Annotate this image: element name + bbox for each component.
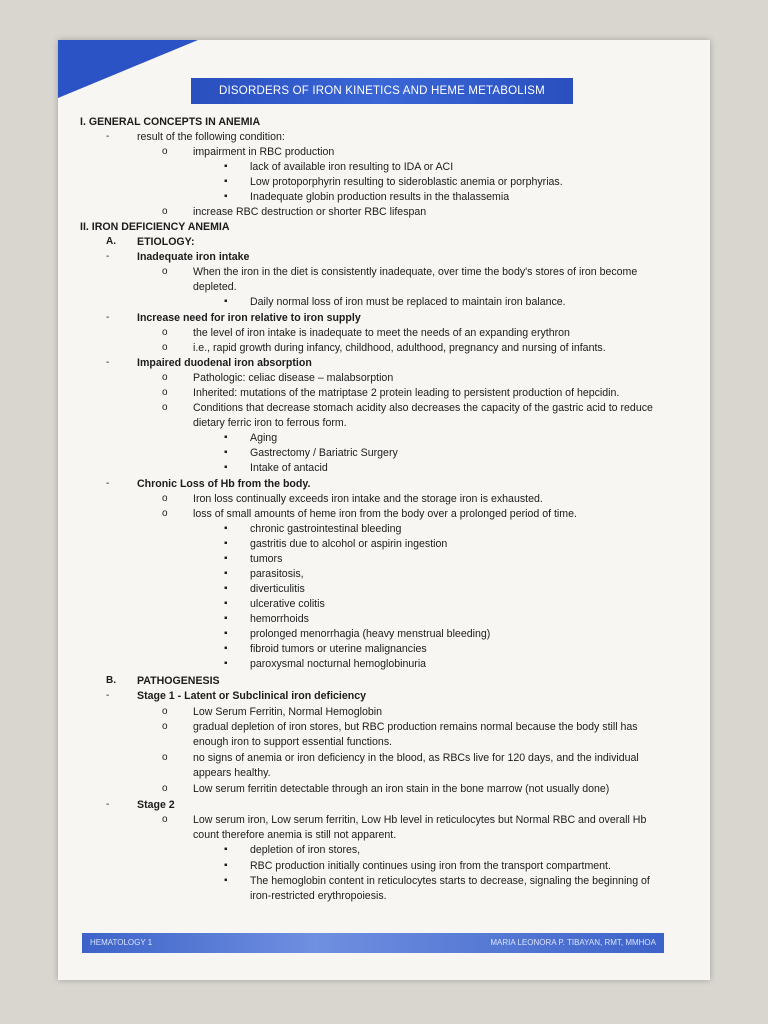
- list-marker: ▪: [224, 176, 228, 187]
- text-line: Intake of antacid: [250, 462, 328, 474]
- section-heading: Stage 2: [137, 799, 175, 811]
- text-line: fibroid tumors or uterine malignancies: [250, 643, 427, 655]
- list-marker: ▪: [224, 875, 228, 886]
- list-marker: -: [106, 478, 110, 489]
- list-marker: ▪: [224, 553, 228, 564]
- text-line: Low serum iron, Low serum ferritin, Low Hb level in reticulocytes but Normal RBC and overall Hb: [193, 814, 647, 826]
- document-page: [58, 40, 710, 980]
- list-marker: o: [162, 206, 168, 217]
- text-line: Low protoporphyrin resulting to sideroblastic anemia or porphyrias.: [250, 176, 563, 188]
- section-heading: ETIOLOGY:: [137, 236, 195, 248]
- text-line: Pathologic: celiac disease – malabsorption: [193, 372, 394, 384]
- list-marker: o: [162, 342, 168, 353]
- text-line: depleted.: [193, 281, 237, 293]
- text-line: prolonged menorrhagia (heavy menstrual bleeding): [250, 628, 491, 640]
- list-marker: ▪: [224, 161, 228, 172]
- text-line: hemorrhoids: [250, 613, 309, 625]
- text-line: i.e., rapid growth during infancy, childhood, adulthood, pregnancy and nursing of infants.: [193, 342, 606, 354]
- page-footer: [82, 933, 664, 953]
- text-line: dietary ferric iron to ferrous form.: [193, 417, 347, 429]
- list-marker: o: [162, 327, 168, 338]
- list-marker: o: [162, 372, 168, 383]
- list-marker: -: [106, 312, 110, 323]
- list-marker: ▪: [224, 628, 228, 639]
- text-line: impairment in RBC production: [193, 146, 335, 158]
- text-line: gastritis due to alcohol or aspirin ingestion: [250, 538, 448, 550]
- list-marker: -: [106, 131, 110, 142]
- list-marker: ▪: [224, 538, 228, 549]
- list-marker: o: [162, 387, 168, 398]
- list-marker: o: [162, 814, 168, 825]
- text-line: appears healthy.: [193, 767, 271, 779]
- text-line: tumors: [250, 553, 283, 565]
- text-line: When the iron in the diet is consistently inadequate, over time the body's stores of iron become: [193, 266, 638, 278]
- list-marker: ▪: [224, 462, 228, 473]
- text-line: Inherited: mutations of the matriptase 2 protein leading to persistent production of hepcidin.: [193, 387, 620, 399]
- list-marker: o: [162, 508, 168, 519]
- text-line: paroxysmal nocturnal hemoglobinuria: [250, 658, 427, 670]
- text-line: iron-restricted erythropoiesis.: [250, 890, 387, 902]
- list-marker: o: [162, 752, 168, 763]
- text-line: depletion of iron stores,: [250, 844, 361, 856]
- list-marker: B.: [106, 675, 116, 686]
- text-line: chronic gastrointestinal bleeding: [250, 523, 402, 535]
- text-line: result of the following condition:: [137, 131, 285, 143]
- text-line: loss of small amounts of heme iron from the body over a prolonged period of time.: [193, 508, 577, 520]
- list-marker: ▪: [224, 432, 228, 443]
- section-heading: Impaired duodenal iron absorption: [137, 357, 312, 369]
- text-line: increase RBC destruction or shorter RBC lifespan: [193, 206, 427, 218]
- list-marker: -: [106, 799, 110, 810]
- list-marker: -: [106, 251, 110, 262]
- list-marker: ▪: [224, 568, 228, 579]
- section-heading: PATHOGENESIS: [137, 675, 220, 687]
- section-heading: II. IRON DEFICIENCY ANEMIA: [80, 221, 230, 233]
- corner-accent: [58, 40, 198, 98]
- list-marker: o: [162, 493, 168, 504]
- list-marker: ▪: [224, 658, 228, 669]
- list-marker: A.: [106, 236, 116, 247]
- list-marker: o: [162, 146, 168, 157]
- section-heading: Stage 1 - Latent or Subclinical iron deficiency: [137, 690, 366, 702]
- section-heading: Chronic Loss of Hb from the body.: [137, 478, 311, 490]
- text-line: Low serum ferritin detectable through an iron stain in the bone marrow (not usually done): [193, 783, 610, 795]
- text-line: Aging: [250, 432, 278, 444]
- text-line: no signs of anemia or iron deficiency in the blood, as RBCs live for 120 days, and the individual: [193, 752, 639, 764]
- list-marker: ▪: [224, 860, 228, 871]
- footer-author: MARIA LEONORA P. TIBAYAN, RMT, MMHOA: [490, 938, 656, 947]
- text-line: The hemoglobin content in reticulocytes starts to decrease, signaling the beginning of: [250, 875, 650, 887]
- list-marker: o: [162, 783, 168, 794]
- text-line: Inadequate globin production results in the thalassemia: [250, 191, 510, 203]
- document-title: DISORDERS OF IRON KINETICS AND HEME METABOLISM: [191, 78, 573, 104]
- list-marker: ▪: [224, 191, 228, 202]
- list-marker: o: [162, 706, 168, 717]
- text-line: Low Serum Ferritin, Normal Hemoglobin: [193, 706, 382, 718]
- text-line: enough iron to support essential functions.: [193, 736, 393, 748]
- text-line: gradual depletion of iron stores, but RBC production remains normal because the body still has: [193, 721, 638, 733]
- list-marker: ▪: [224, 643, 228, 654]
- list-marker: ▪: [224, 296, 228, 307]
- list-marker: ▪: [224, 583, 228, 594]
- text-line: Daily normal loss of iron must be replaced to maintain iron balance.: [250, 296, 566, 308]
- text-line: lack of available iron resulting to IDA or ACI: [250, 161, 454, 173]
- text-line: Conditions that decrease stomach acidity also decreases the capacity of the gastric acid to reduce: [193, 402, 653, 414]
- text-line: RBC production initially continues using iron from the transport compartment.: [250, 860, 611, 872]
- list-marker: -: [106, 690, 110, 701]
- list-marker: o: [162, 721, 168, 732]
- list-marker: ▪: [224, 598, 228, 609]
- text-line: ulcerative colitis: [250, 598, 325, 610]
- text-line: the level of iron intake is inadequate to meet the needs of an expanding erythron: [193, 327, 570, 339]
- list-marker: -: [106, 357, 110, 368]
- text-line: Iron loss continually exceeds iron intake and the storage iron is exhausted.: [193, 493, 543, 505]
- text-line: count therefore anemia is still not apparent.: [193, 829, 397, 841]
- text-line: parasitosis,: [250, 568, 304, 580]
- section-heading: I. GENERAL CONCEPTS IN ANEMIA: [80, 116, 261, 128]
- list-marker: o: [162, 266, 168, 277]
- list-marker: ▪: [224, 613, 228, 624]
- list-marker: ▪: [224, 447, 228, 458]
- text-line: Gastrectomy / Bariatric Surgery: [250, 447, 398, 459]
- list-marker: ▪: [224, 523, 228, 534]
- text-line: diverticulitis: [250, 583, 305, 595]
- list-marker: ▪: [224, 844, 228, 855]
- section-heading: Inadequate iron intake: [137, 251, 250, 263]
- section-heading: Increase need for iron relative to iron supply: [137, 312, 361, 324]
- footer-course: HEMATOLOGY 1: [90, 938, 153, 947]
- list-marker: o: [162, 402, 168, 413]
